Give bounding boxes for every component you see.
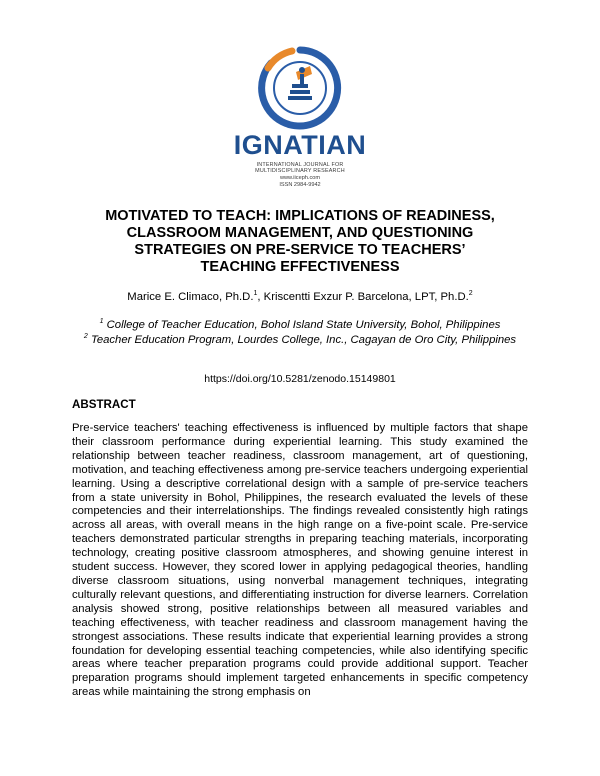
affiliation: $^1$ College of Teacher Education, Bohol Island State University, Bohol, Philippines	[99, 318, 501, 331]
author-affiliation-mark: 2	[468, 290, 473, 297]
journal-website[interactable]: www.iiceph.com	[279, 175, 321, 181]
journal-issn: ISSN 2984-9942	[279, 182, 321, 188]
author-list: Marice E. Climaco, Ph.D.$^1$, Kriscentti Exzur P. Barcelona, LPT, Ph.D.$^2$	[127, 290, 473, 303]
author-name: Kriscentti Exzur P. Barcelona, LPT, Ph.D.	[263, 290, 469, 303]
abstract-heading: ABSTRACT	[72, 398, 136, 411]
journal-logo-icon	[256, 44, 344, 132]
author-name: Marice E. Climaco, Ph.D.	[127, 290, 254, 303]
journal-subtitle: INTERNATIONAL JOURNAL FOR MULTIDISCIPLINARY RESEARCH	[255, 162, 345, 175]
paper-title: MOTIVATED TO TEACH: IMPLICATIONS OF READINESS, CLASSROOM MANAGEMENT, AND QUESTIONING STRATEGIES ON PRE-SERVICE TO TEACHERS’ TEACHING EFFECTIVENESS	[105, 208, 495, 275]
abstract-paragraph: Pre-service teachers' teaching effectiveness is influenced by multiple factors that shape their classroom performance during experiential learning. This study examined the relationship between teacher readiness, classroom management, art of questioning, motivation, and teaching effectiveness among pre-service teachers undergoing experiential learning. Using a descriptive correlational design with a sample of pre-service teachers from a state university in Bohol, Philippines, the research evaluated the levels of these competencies and their interrelationships. The findings revealed consistently high ratings across all areas, with overall means in the high range on a five-point scale. Pre-service teachers demonstrated particular strengths in preparing teaching materials, incorporating technology, creating positive classroom atmospheres, and showing genuine interest in student success. However, they scored lower in applying pedagogical theories, handling diverse classroom situations, using nonverbal management techniques, integrating culturally relevant questions, and differentiating instruction for diverse learners. Correlation analysis showed strong, positive relationships between all measured variables and teaching effectiveness, with teacher readiness and classroom management having the strongest associations. These results indicate that experiential learning provides a strong foundation for developing essential teaching competencies, while also identifying specific areas where teacher preparation programs could provide additional support. Teacher preparation programs should implement targeted enhancements in specific competency areas while maintaining the strong emphasis on	[72, 422, 528, 699]
abstract-body	[72, 422, 528, 700]
affiliation: $^2$ Teacher Education Program, Lourdes College, Inc., Cagayan de Oro City, Philippines	[83, 333, 517, 346]
journal-contact	[0, 175, 600, 189]
doi-link[interactable]: https://doi.org/10.5281/zenodo.15149801	[204, 373, 396, 385]
journal-masthead	[0, 44, 600, 194]
author-affiliation-mark: 1	[253, 290, 258, 297]
journal-name: IGNATIAN	[233, 130, 367, 160]
